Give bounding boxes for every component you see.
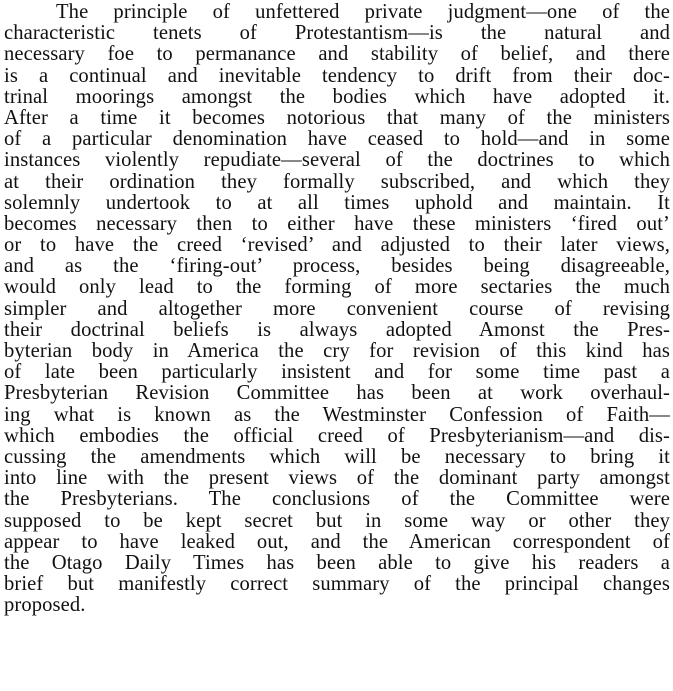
- text-line: supposed to be kept secret but in some way or other they: [4, 509, 670, 532]
- text-line: of late been particularly insistent and for some time past a: [4, 361, 670, 384]
- text-line: the Otago Daily Times has been able to give his readers a: [4, 551, 670, 574]
- text-line: characteristic tenets of Protestantism—is the natural and: [4, 22, 670, 45]
- text-line: appear to have leaked out, and the American correspondent of: [4, 530, 670, 553]
- text-line: becomes necessary then to either have these ministers ‘fired out’: [4, 212, 670, 235]
- text-line: instances violently repudiate—several of the doctrines to which: [4, 149, 670, 172]
- text-line: Presbyterian Revision Committee has been at work overhaul-: [4, 382, 670, 405]
- text-line: which embodies the official creed of Presbyterianism—and dis-: [4, 424, 670, 447]
- text-line: proposed.: [4, 594, 86, 617]
- text-line: trinal moorings amongst the bodies which have adopted it.: [4, 85, 670, 108]
- text-line: and as the ‘firing-out’ process, besides being disagreeable,: [4, 255, 670, 278]
- text-line: into line with the present views of the dominant party amongst: [4, 467, 670, 490]
- text-line: byterian body in America the cry for revision of this kind has: [4, 340, 670, 362]
- text-line: their doctrinal beliefs is always adopted Amonst the Pres-: [4, 318, 670, 341]
- text-line: brief but manifestly correct summary of the principal changes: [4, 573, 670, 596]
- text-line: solemnly undertook to at all times uphold and maintain. It: [4, 191, 670, 214]
- text-line: at their ordination they formally subscribed, and which they: [4, 170, 670, 193]
- text-line: of a particular denomination have ceased to hold—and in some: [4, 128, 670, 151]
- text-line: simpler and altogether more convenient course of revising: [4, 297, 670, 320]
- article-text: [4, 2, 670, 616]
- text-line: After a time it becomes notorious that many of the ministers: [4, 106, 670, 129]
- text-line: necessary foe to permanance and stability of belief, and there: [4, 43, 670, 66]
- text-line: The principle of unfettered private judgment—one of the: [56, 1, 670, 23]
- text-line: would only lead to the forming of more sectaries the much: [4, 276, 670, 299]
- text-line: cussing the amendments which will be necessary to bring it: [4, 445, 670, 468]
- text-line: ing what is known as the Westminster Confession of Faith—: [4, 403, 670, 426]
- text-line: or to have the creed ‘revised’ and adjusted to their later views,: [4, 234, 670, 257]
- text-line: the Presbyterians. The conclusions of the Committee were: [4, 488, 670, 511]
- text-line: is a continual and inevitable tendency to drift from their doc-: [4, 64, 670, 87]
